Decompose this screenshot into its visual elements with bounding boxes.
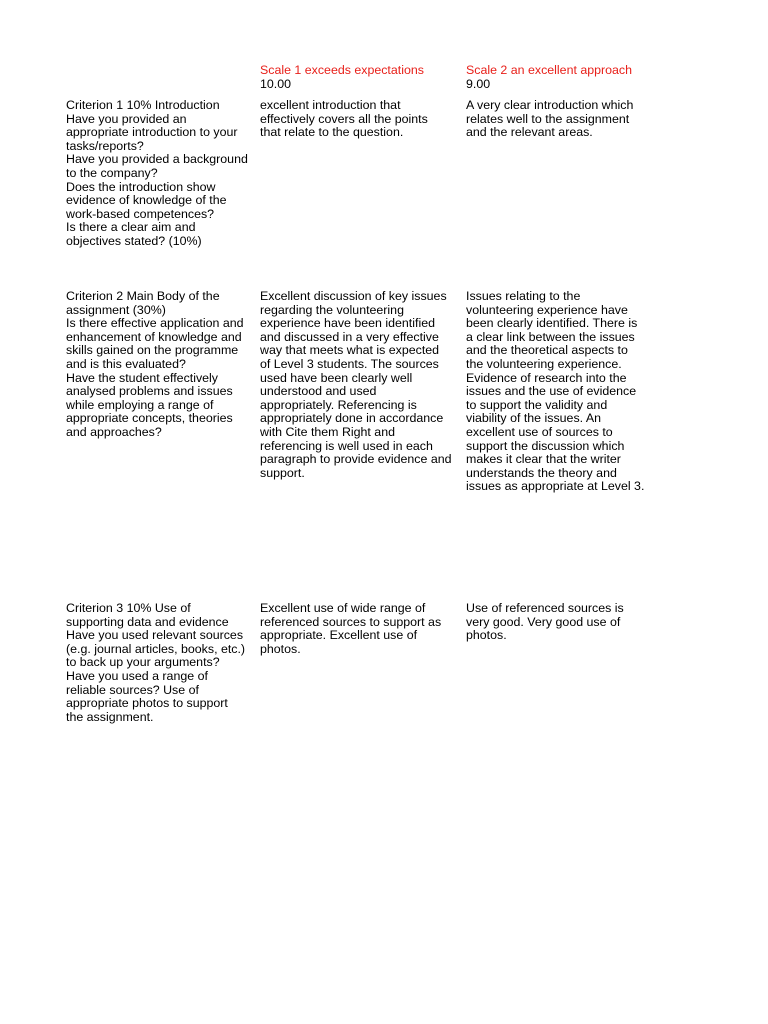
criterion-3-scale1-feedback: Excellent use of wide range of referenced sources to support as appropriate. Excellent use of photos. [260,601,442,656]
criterion-2-scale1-feedback: Excellent discussion of key issues regarding the volunteering experience have been identified and discussed in a very effective way that meets what is expected of Level 3 students. The sources used have been clearly well understood and used appropriately. Referencing is appropriately done in accordance with Cite them Right and referencing is well used in each paragraph to provide evidence and support. [260,289,452,480]
criterion-1-scale1-feedback: excellent introduction that effectively covers all the points that relate to the question. [260,98,428,140]
criterion-1-description: Criterion 1 10% Introduction Have you provided an appropriate introduction to your tasks/reports? Have you provided a background to the company? Does the introduction show evidence of knowledge of the work-based competences? Is there a clear aim and objectives stated? (10%) [66,98,248,248]
criterion-2-scale2-feedback: Issues relating to the volunteering experience have been clearly identified. There is a clear link between the issues and the theoretical aspects to the volunteering experience. Evidence of research into the issues and the use of evidence to support the validity and viability of the issues. An excellent use of sources to support the discussion which makes it clear that the writer understands the theory and issues as appropriate at Level 3. [466,289,645,494]
scale2-score: 9.00 [466,77,491,91]
criterion-2-description: Criterion 2 Main Body of the assignment (30%) Is there effective application and enhancement of knowledge and skills gained on the programme and is this evaluated? Have the student effectively analysed problems and issues while employing a range of appropriate concepts, theories and approaches? [66,289,244,439]
scale1-label: Scale 1 exceeds expectations [260,63,424,77]
criterion-3-description: Criterion 3 10% Use of supporting data and evidence Have you used relevant sources (e.g. journal articles, books, etc.) to back up your arguments? Have you used a range of reliable sources? Use of appropriate photos to support the assignment. [66,601,246,724]
scale1-score: 10.00 [260,77,292,91]
criterion-1-scale2-feedback: A very clear introduction which relates well to the assignment and the relevant areas. [466,98,634,140]
scale2-label: Scale 2 an excellent approach [466,63,633,77]
criterion-3-scale2-feedback: Use of referenced sources is very good. Very good use of photos. [466,601,624,643]
